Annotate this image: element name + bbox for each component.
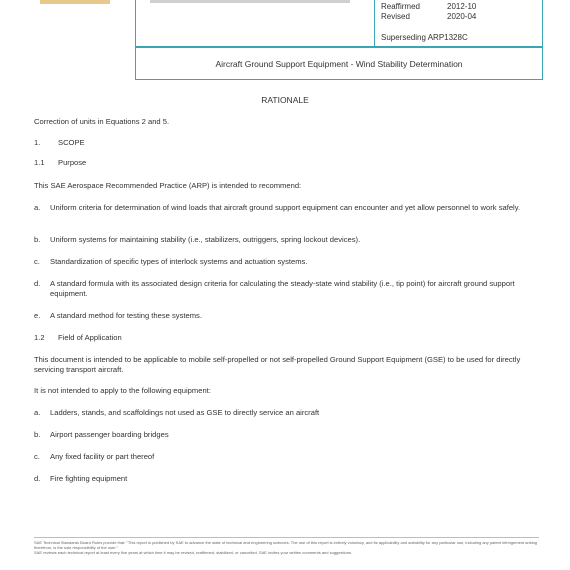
list-marker: b. xyxy=(34,430,41,439)
list-marker: c. xyxy=(34,257,40,266)
list-text: Uniform criteria for determination of wind loads that aircraft ground support equipment can encounter and yet allow personnel to work safely. xyxy=(50,203,521,212)
reaffirmed-row xyxy=(381,2,476,11)
list-marker: d. xyxy=(34,279,41,288)
field-text: This document is intended to be applicable to mobile self-propelled or not self-propelled Ground Support Equipment (GSE) to be used for directly servicing transport aircraft. xyxy=(34,355,521,374)
reaffirmed-label: Reaffirmed xyxy=(381,2,420,11)
list-item xyxy=(34,235,539,245)
purpose-intro: This SAE Aerospace Recommended Practice (ARP) is intended to recommend: xyxy=(34,181,302,190)
list-text: A standard method for testing these systems. xyxy=(50,311,202,320)
section-number: 1.2 xyxy=(34,333,45,342)
list-text: Fire fighting equipment xyxy=(50,474,128,483)
not-intended-text: It is not intended to apply to the following equipment: xyxy=(34,386,211,395)
revised-value: 2020-04 xyxy=(447,12,477,21)
list-item xyxy=(34,408,539,418)
footer-notice xyxy=(34,540,539,555)
rationale-text: Correction of units in Equations 2 and 5. xyxy=(34,117,170,126)
list-item xyxy=(34,452,539,462)
superseding-text: Superseding ARP1328C xyxy=(381,33,468,42)
section-number: 1. xyxy=(34,138,41,147)
list-item xyxy=(34,203,539,213)
list-item xyxy=(34,279,539,298)
document-title: Aircraft Ground Support Equipment - Wind Stability Determination xyxy=(215,58,463,69)
list-text: A standard formula with its associated design criteria for calculating the steady-state wind stability (i.e., tip point) for aircraft ground support equipment. xyxy=(50,279,515,298)
header-cutoff-text xyxy=(150,0,350,3)
list-marker: b. xyxy=(34,235,41,244)
revised-label: Revised xyxy=(381,12,410,21)
section-title: Field of Application xyxy=(58,333,122,342)
list-marker: a. xyxy=(34,203,41,212)
document-title-box xyxy=(135,47,543,80)
list-marker: a. xyxy=(34,408,41,417)
list-text: Standardization of specific types of interlock systems and actuation systems. xyxy=(50,257,308,266)
list-item xyxy=(34,257,539,267)
footer-rule xyxy=(34,537,539,538)
section-field-of-application xyxy=(34,333,122,342)
section-number: 1.1 xyxy=(34,158,45,167)
footer-line: SAE reviews each technical report at least every five years at which time it may be revised, reaffirmed, stabilized, or cancelled. SAE invites your written comments and suggestions. xyxy=(34,550,353,555)
list-item xyxy=(34,474,539,484)
reaffirmed-value: 2012-10 xyxy=(447,2,477,11)
list-text: Airport passenger boarding bridges xyxy=(50,430,169,439)
list-item xyxy=(34,311,539,321)
sae-logo xyxy=(40,0,110,4)
section-title: Purpose xyxy=(58,158,87,167)
list-marker: d. xyxy=(34,474,41,483)
list-marker: c. xyxy=(34,452,40,461)
section-scope xyxy=(34,138,85,147)
header-box xyxy=(135,0,543,47)
list-text: Ladders, stands, and scaffoldings not used as GSE to directly service an aircraft xyxy=(50,408,320,417)
section-title: SCOPE xyxy=(58,138,85,147)
section-purpose xyxy=(34,158,86,167)
list-marker: e. xyxy=(34,311,41,320)
revised-row xyxy=(381,12,476,21)
list-item xyxy=(34,430,539,440)
rationale-heading: RATIONALE xyxy=(261,95,309,105)
list-text: Any fixed facility or part thereof xyxy=(50,452,155,461)
header-divider xyxy=(374,0,375,47)
footer-line: SAE Technical Standards Board Rules provide that: "This report is published by SAE to advance the state of technical and engineering sciences. The use of this report is entirely voluntary, and its applicability and suitability for any particular use, including any patent infringement arising therefrom, is the sole responsibility of the user." xyxy=(34,540,538,550)
list-text: Uniform systems for maintaining stability (i.e., stabilizers, outriggers, spring lockout devices). xyxy=(50,235,361,244)
